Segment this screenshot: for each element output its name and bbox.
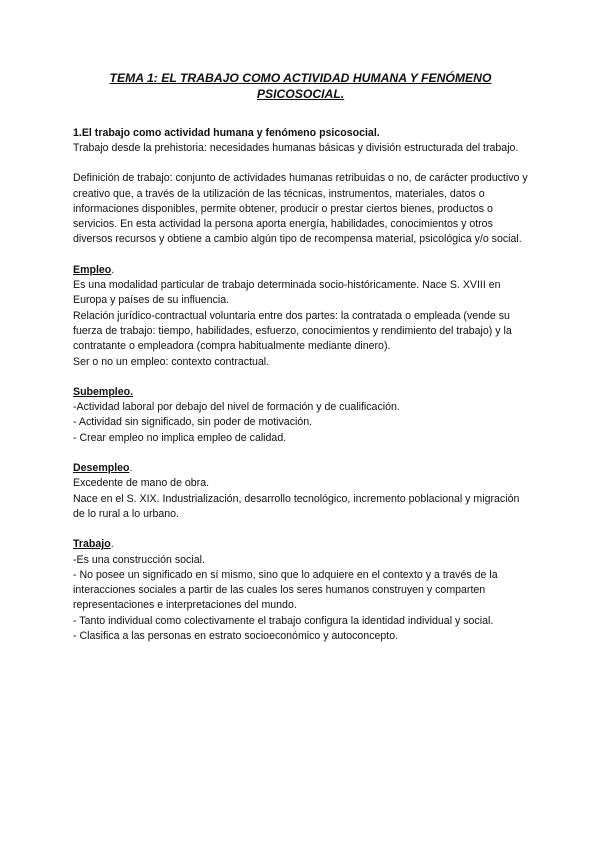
trabajo-line: - No posee un significado en sí mismo, sino que lo adquiere en el contexto y a través de la interacciones sociales a partir de las cuales los seres humanos construyen y comparten representaciones e interpretaciones del mundo. — [73, 568, 498, 612]
empleo-line: Es una modalidad particular de trabajo determinada socio-históricamente. Nace S. XVIII en Europa y países de su influencia. — [73, 279, 501, 307]
trabajo-line: - Tanto individual como colectivamente el trabajo configura la identidad individual y social. — [73, 614, 494, 627]
empleo-heading — [73, 263, 528, 278]
title-line-2: PSICOSOCIAL. — [256, 87, 345, 101]
trabajo-line: - Clasifica a las personas en estrato socioeconómico y autoconcepto. — [73, 630, 399, 643]
trabajo-line: -Es una construcción social. — [73, 553, 205, 566]
definition-paragraph-block — [73, 171, 528, 247]
subempleo-line: - Crear empleo no implica empleo de calidad. — [73, 431, 287, 444]
title-line-1: TEMA 1: EL TRABAJO COMO ACTIVIDAD HUMANA Y FENÓMENO — [109, 71, 492, 85]
subempleo-line: - Actividad sin significado, sin poder de motivación. — [73, 416, 313, 429]
section-1-intro: Trabajo desde la prehistoria: necesidades humanas básicas y división estructurada del trabajo. — [73, 142, 519, 154]
trabajo-heading-text: Trabajo — [73, 538, 111, 551]
subempleo-section — [73, 385, 528, 446]
desempleo-line: Excedente de mano de obra. — [73, 477, 210, 490]
empleo-line: Ser o no un empleo: contexto contractual. — [73, 355, 270, 368]
section-1 — [73, 126, 528, 156]
desempleo-line: Nace en el S. XIX. Industrialización, desarrollo tecnológico, incremento poblacional y migración de lo rural a lo urbano. — [73, 492, 520, 520]
empleo-heading-suffix: . — [111, 263, 115, 276]
trabajo-heading-suffix: . — [110, 538, 114, 551]
desempleo-heading-suffix: . — [129, 462, 133, 475]
definition-paragraph: Definición de trabajo: conjunto de actividades humanas retribuidas o no, de carácter productivo y creativo que, a través de la utilización de las técnicas, instrumentos, materiales, datos o informaciones disponibles, permite obtener, producir o prestar ciertos bienes, productos o servicios. En esta actividad la persona aporta energía, habilidades, conocimientos y otros diversos recursos y obtiene a cambio algún tipo de recompensa material, psicológica y/o social. — [73, 172, 528, 246]
subempleo-line: -Actividad laboral por debajo del nivel de formación y de cualificación. — [73, 401, 400, 414]
trabajo-section — [73, 537, 528, 644]
desempleo-section — [73, 461, 528, 522]
empleo-section — [73, 263, 528, 370]
desempleo-heading — [73, 461, 528, 476]
subempleo-heading — [73, 385, 528, 400]
subempleo-heading-text: Subempleo. — [73, 385, 134, 398]
trabajo-heading — [73, 537, 528, 552]
empleo-heading-text: Empleo — [73, 263, 112, 276]
section-1-heading: 1.El trabajo como actividad humana y fenómeno psicosocial. — [73, 127, 380, 139]
document-title — [73, 70, 528, 102]
empleo-line: Relación jurídico-contractual voluntaria entre dos partes: la contratada o empleada (vende su fuerza de trabajo: tiempo, habilidades, esfuerzo, conocimientos y rendimiento del trabajo) y la contratante o empleadora (compra habitualmente mediante dinero). — [73, 309, 512, 353]
desempleo-heading-text: Desempleo — [73, 462, 130, 475]
